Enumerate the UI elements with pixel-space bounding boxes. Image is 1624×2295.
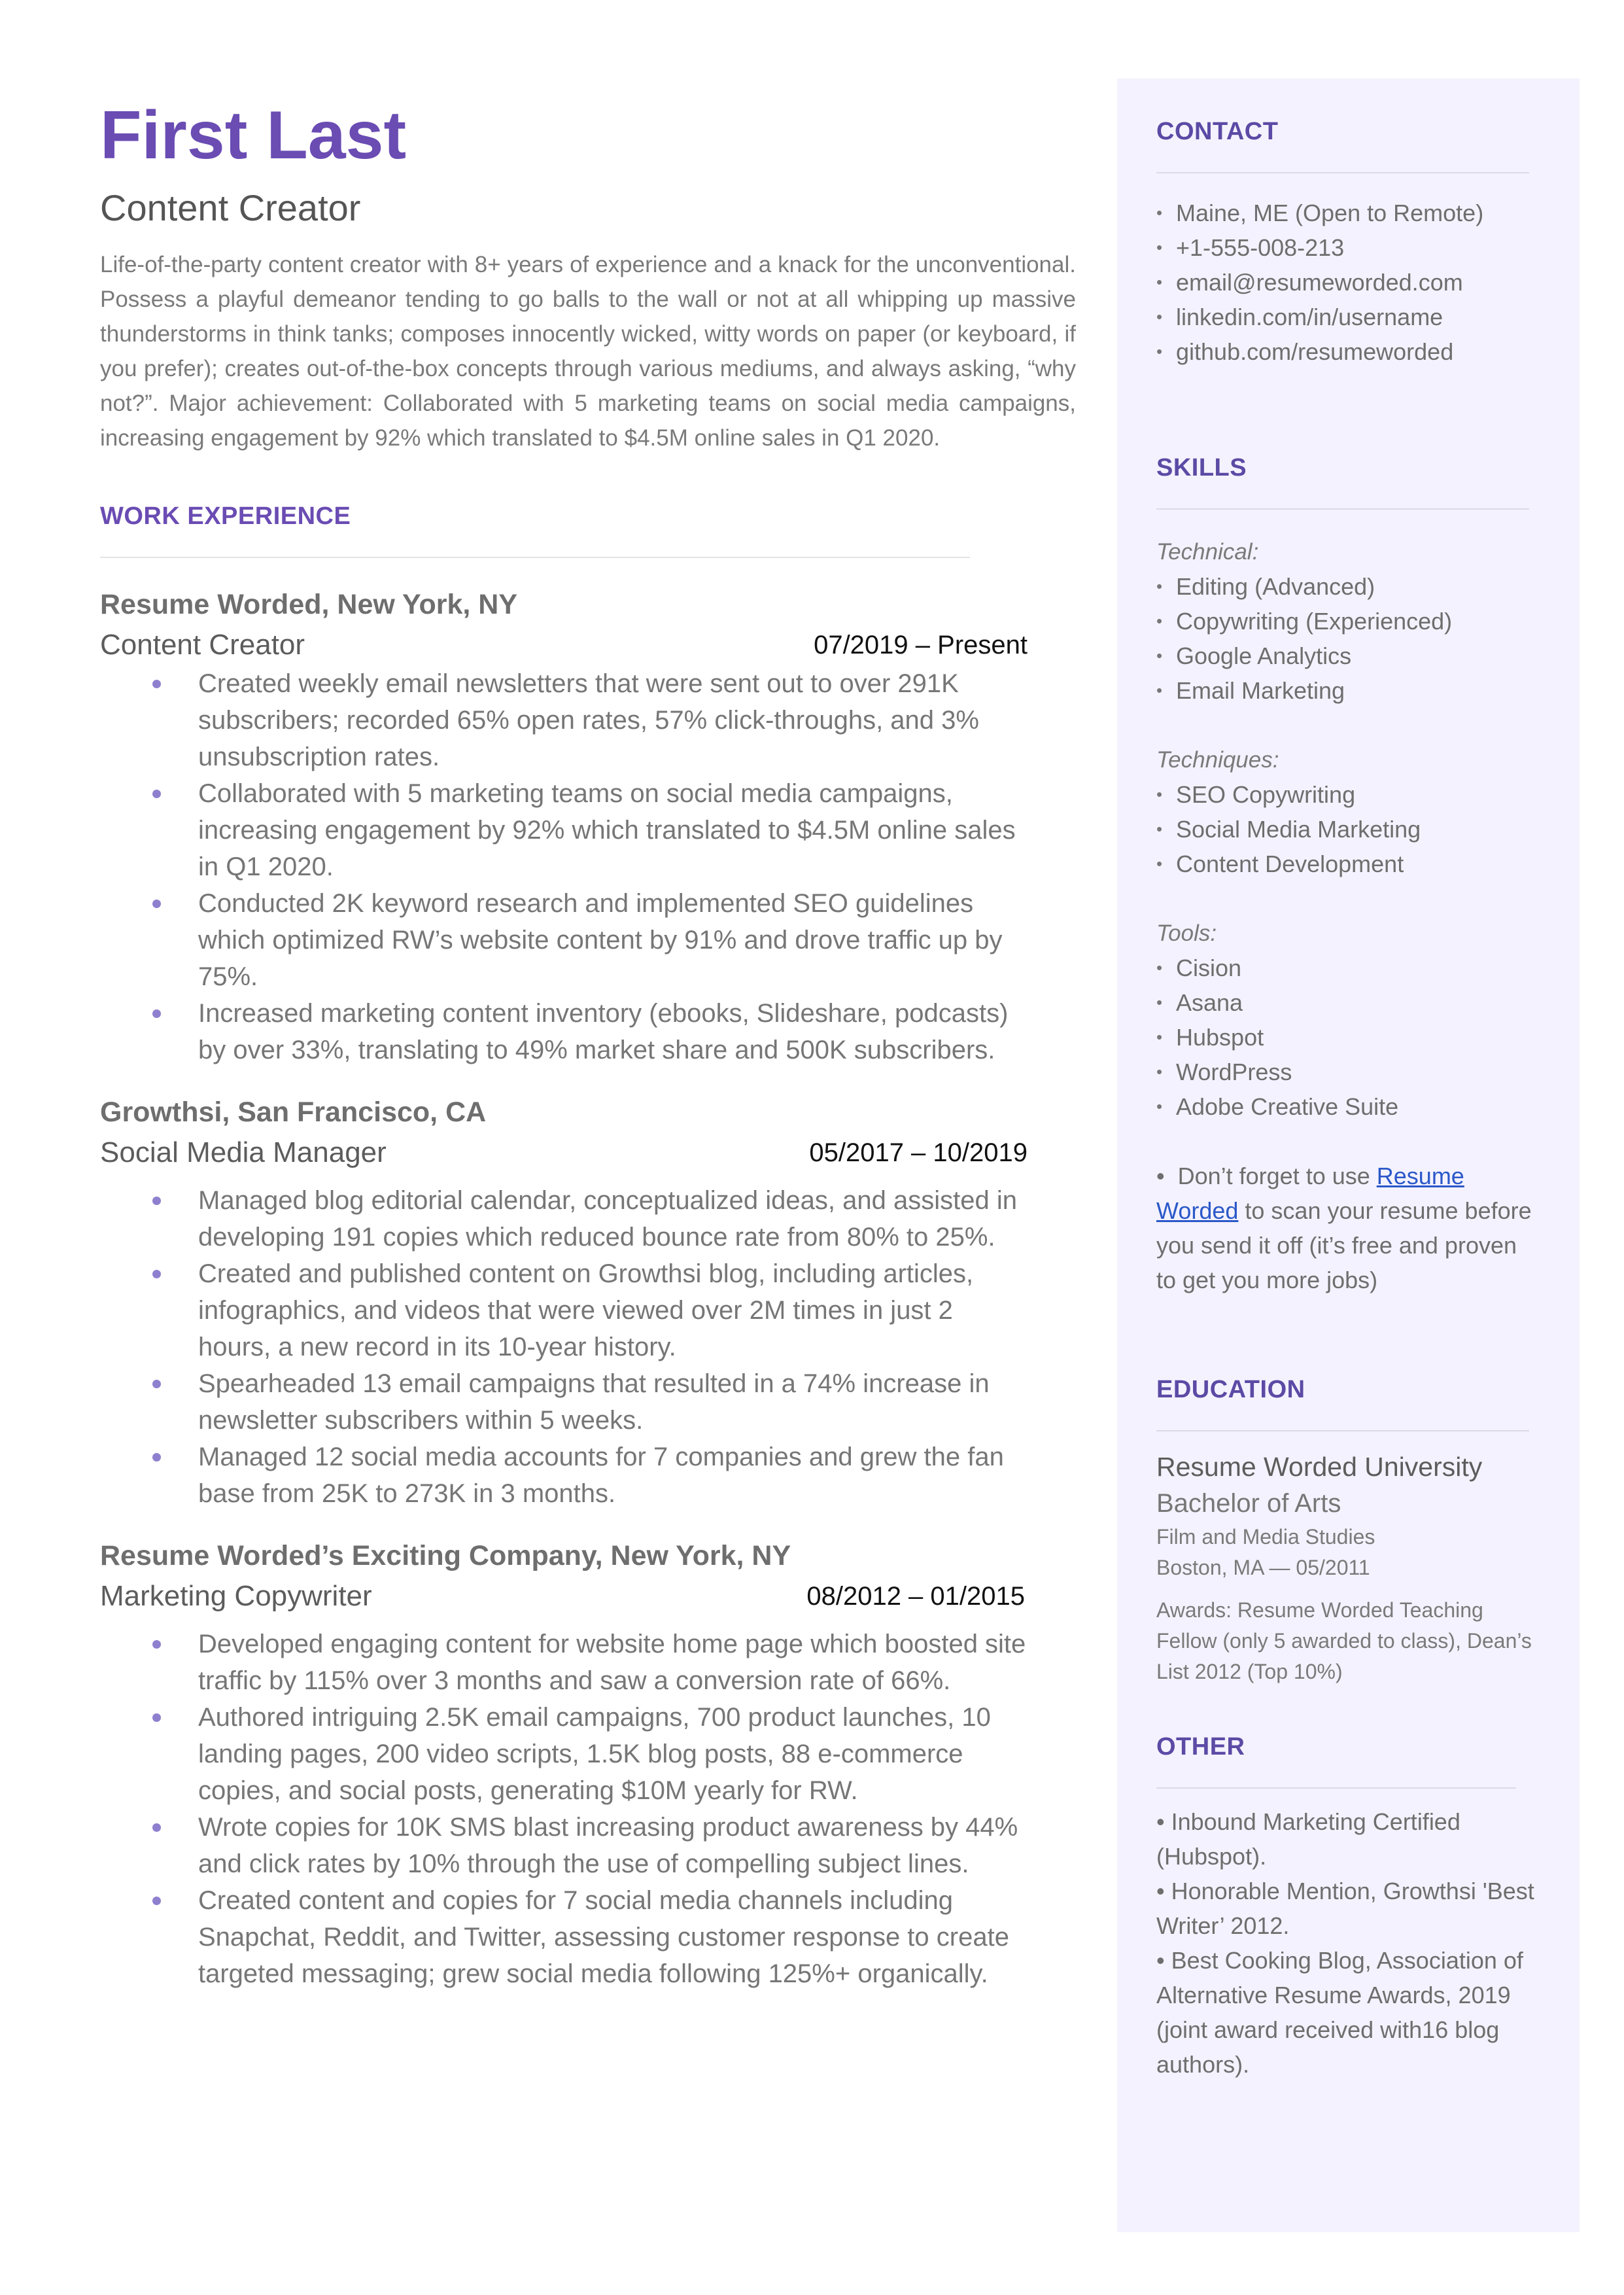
work-experience-heading: WORK EXPERIENCE — [100, 502, 351, 530]
job-bullet: Spearheaded 13 email campaigns that resulted in a 74% increase in newsletter subscribers within 5 weeks. — [100, 1365, 1076, 1439]
skill-item: • Hubspot — [1156, 1020, 1542, 1055]
job-bullet: Developed engaging content for website home page which boosted site traffic by 115% over 3 months and saw a conversion rate of 66%. — [100, 1626, 1076, 1699]
job-role-line — [100, 1132, 1076, 1173]
bullet-dot-icon — [152, 1453, 161, 1462]
section-divider — [1156, 172, 1529, 173]
skill-item: • Content Development — [1156, 847, 1542, 881]
skills-category-tools: Tools: — [1156, 920, 1217, 946]
other-heading: OTHER — [1156, 1733, 1245, 1761]
main-column — [100, 98, 1076, 1992]
bullet-dot-icon — [152, 1640, 161, 1649]
note-bullet-icon: • — [1156, 1163, 1178, 1189]
bullet-dot-icon — [152, 1713, 161, 1722]
job-dates: 07/2019 – Present — [814, 630, 1028, 659]
section-divider — [1156, 508, 1529, 510]
skill-item: • WordPress — [1156, 1055, 1542, 1089]
job-bullets — [100, 1182, 1076, 1512]
bullet-dot-icon — [152, 1823, 161, 1832]
job-dates: 05/2017 – 10/2019 — [809, 1138, 1028, 1167]
section-divider — [100, 557, 970, 558]
job-bullet: Managed 12 social media accounts for 7 companies and grew the fan base from 25K to 273K in 3 months. — [100, 1439, 1076, 1512]
education-degree: Bachelor of Arts — [1156, 1489, 1341, 1518]
job-company: Resume Worded, New York, NY — [100, 588, 518, 620]
sidebar — [1117, 79, 1580, 2232]
job-bullet: Created and published content on Growthsi blog, including articles, infographics, and videos that were viewed over 2M times in just 2 hours, a new record in its 10-year history. — [100, 1255, 1076, 1365]
section-divider — [1156, 1787, 1516, 1789]
skill-item: • Cision — [1156, 951, 1542, 985]
bullet-dot-icon — [152, 680, 161, 688]
other-item: • Honorable Mention, Growthsi 'Best Writer’ 2012. — [1156, 1878, 1534, 1939]
bullet-dot-icon — [152, 1897, 161, 1905]
skill-item: • Copywriting (Experienced) — [1156, 604, 1542, 639]
skills-category-techniques: Techniques: — [1156, 747, 1279, 773]
contact-email: • email@resumeworded.com — [1156, 265, 1542, 300]
education-heading: EDUCATION — [1156, 1376, 1305, 1403]
job-role-line — [100, 625, 1076, 665]
job-role: Content Creator — [100, 628, 305, 661]
skill-item: • Adobe Creative Suite — [1156, 1089, 1542, 1124]
skill-item: • Editing (Advanced) — [1156, 569, 1542, 604]
job-company: Growthsi, San Francisco, CA — [100, 1096, 487, 1128]
job-bullet: Collaborated with 5 marketing teams on social media campaigns, increasing engagement by 92% which translated to $4.5M online sales in Q1 2020. — [100, 775, 1076, 885]
contact-list — [1156, 196, 1542, 369]
job-entry — [100, 1092, 1076, 1512]
job-entry — [100, 584, 1076, 1068]
job-bullet: Conducted 2K keyword research and implemented SEO guidelines which optimized RW’s website content by 91% and drove traffic up by 75%. — [100, 885, 1076, 995]
contact-phone: • +1-555-008-213 — [1156, 230, 1542, 265]
contact-location: • Maine, ME (Open to Remote) — [1156, 196, 1542, 230]
skills-techniques-list — [1156, 777, 1542, 881]
skill-item: • Asana — [1156, 985, 1542, 1020]
skill-item: • Google Analytics — [1156, 639, 1542, 673]
bullet-dot-icon — [152, 1009, 161, 1018]
job-dates: 08/2012 – 01/2015 — [806, 1581, 1025, 1611]
education-field: Film and Media Studies — [1156, 1525, 1375, 1549]
candidate-title: Content Creator — [100, 187, 361, 229]
education-location-date: Boston, MA — 05/2011 — [1156, 1556, 1370, 1579]
other-item: • Inbound Marketing Certified (Hubspot). — [1156, 1808, 1460, 1870]
job-bullet: Created content and copies for 7 social media channels including Snapchat, Reddit, and Twitter, assessing customer response to create targeted messaging; grew social media following 125%+ organically. — [100, 1882, 1076, 1992]
education-awards: Awards: Resume Worded Teaching Fellow (only 5 awarded to class), Dean’s List 2012 (Top 10%) — [1156, 1598, 1532, 1683]
sidebar-content — [1156, 118, 1542, 2082]
job-role: Marketing Copywriter — [100, 1579, 372, 1612]
job-company: Resume Worded’s Exciting Company, New York, NY — [100, 1539, 791, 1571]
job-role: Social Media Manager — [100, 1136, 387, 1168]
note-prefix: Don’t forget to use — [1177, 1163, 1377, 1189]
job-bullet: Increased marketing content inventory (ebooks, Slideshare, podcasts) by over 33%, translating to 49% market share and 500K subscribers. — [100, 995, 1076, 1068]
skills-tools-list — [1156, 951, 1542, 1124]
note-suffix: to scan your resume before you send it off (it’s free and proven to get you more jobs) — [1156, 1197, 1532, 1293]
job-bullet: Authored intriguing 2.5K email campaigns, 700 product launches, 10 landing pages, 200 video scripts, 1.5K blog posts, 88 e-commerce copies, and social posts, generating $10M yearly for RW. — [100, 1699, 1076, 1809]
skill-item: • Social Media Marketing — [1156, 812, 1542, 847]
candidate-name: First Last — [100, 97, 407, 173]
contact-heading: CONTACT — [1156, 118, 1279, 145]
job-bullet: Wrote copies for 10K SMS blast increasing product awareness by 44% and click rates by 10% through the use of compelling subject lines. — [100, 1809, 1076, 1882]
bullet-dot-icon — [152, 1270, 161, 1278]
summary-paragraph: Life-of-the-party content creator with 8+ years of experience and a knack for the unconventional. Possess a playful demeanor tending to go balls to the wall or not at all whipping up massive thunderstorms in think tanks; composes innocently wicked, witty words on paper (or keyboard, if you prefer); creates out-of-the-box concepts through various mediums, and always asking, “why not?”. Major achievement: Collaborated with 5 marketing teams on social media campaigns, increasing engagement by 92% which translated to $4.5M online sales in Q1 2020. — [100, 251, 1076, 451]
education-school: Resume Worded University — [1156, 1452, 1483, 1482]
bullet-dot-icon — [152, 900, 161, 908]
job-role-line — [100, 1576, 1076, 1617]
resume-worded-link[interactable]: Resume Worded — [1156, 1163, 1464, 1224]
contact-github: • github.com/resumeworded — [1156, 334, 1542, 369]
other-item: • Best Cooking Blog, Association of Alternative Resume Awards, 2019 (joint award received with16 blog authors). — [1156, 1947, 1523, 2078]
resume-worded-note — [1156, 1159, 1542, 1297]
skill-item: • Email Marketing — [1156, 673, 1542, 708]
section-divider — [1156, 1430, 1529, 1431]
contact-linkedin: • linkedin.com/in/username — [1156, 300, 1542, 334]
job-bullet: Created weekly email newsletters that were sent out to over 291K subscribers; recorded 65% open rates, 57% click-throughs, and 3% unsubscription rates. — [100, 665, 1076, 775]
job-bullet: Managed blog editorial calendar, conceptualized ideas, and assisted in developing 191 copies which reduced bounce rate from 80% to 25%. — [100, 1182, 1076, 1255]
bullet-dot-icon — [152, 1197, 161, 1205]
job-bullets — [100, 665, 1076, 1068]
skill-item: • SEO Copywriting — [1156, 777, 1542, 812]
bullet-dot-icon — [152, 790, 161, 798]
skills-technical-list — [1156, 569, 1542, 708]
job-entry — [100, 1535, 1076, 1992]
skills-heading: SKILLS — [1156, 454, 1247, 482]
job-bullets — [100, 1626, 1076, 1992]
bullet-dot-icon — [152, 1380, 161, 1388]
skills-category-technical: Technical: — [1156, 539, 1259, 565]
